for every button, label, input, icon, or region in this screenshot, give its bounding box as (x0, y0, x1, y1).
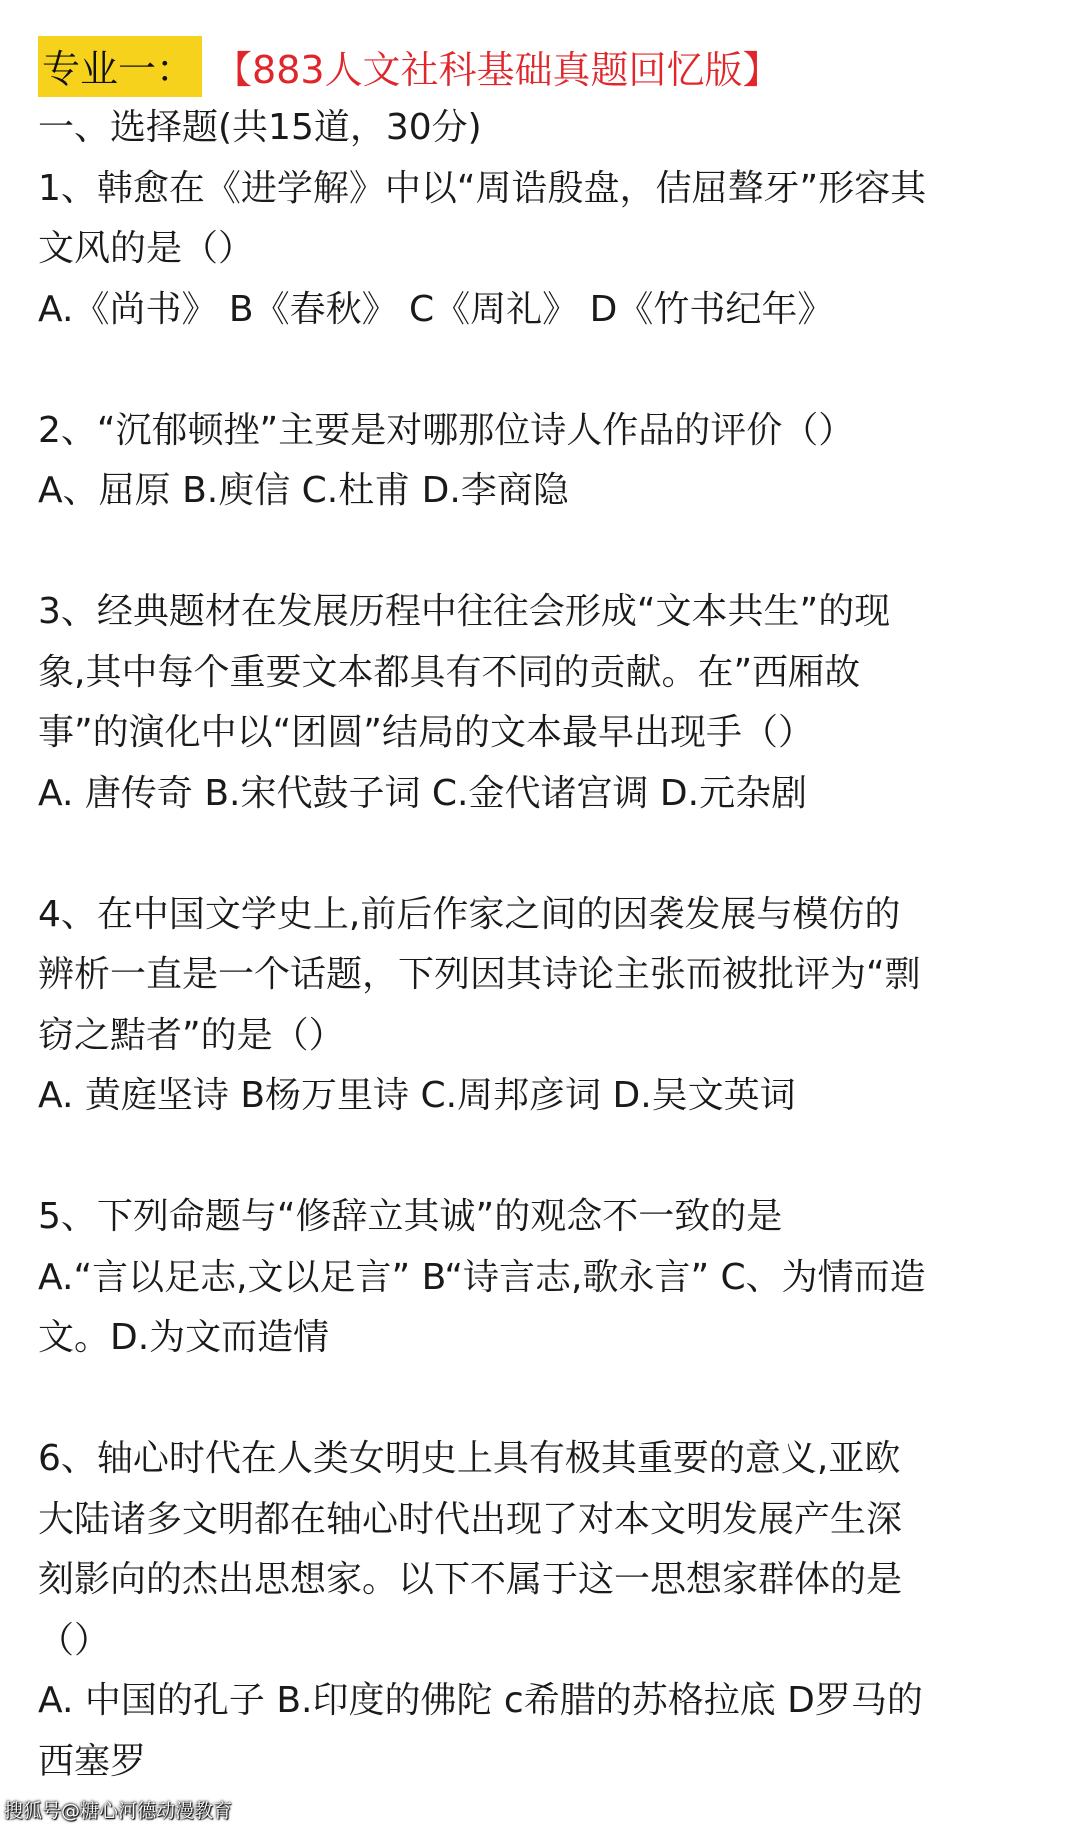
question-options: A. 黄庭坚诗 B杨万里诗 C.周邦彦词 D.吴文英词 (38, 1075, 796, 1116)
question-2 (38, 401, 1048, 522)
question-4 (38, 885, 1048, 1127)
spacer (38, 340, 1048, 401)
question-text: 窃之黠者”的是（） (38, 1014, 345, 1056)
question-1 (38, 159, 1048, 341)
question-text: 6、轴心时代在人类女明史上具有极其重要的意义,亚欧 (38, 1438, 901, 1479)
question-text: 5、下列命题与“修辞立其诚”的观念不一致的是 (38, 1196, 783, 1237)
header (38, 34, 1048, 98)
question-options: A. 中国的孔子 B.印度的佛陀 c希腊的苏格拉底 D罗马的 (38, 1680, 923, 1721)
question-text: 象,其中每个重要文本都具有不同的贡献。在”西厢故 (38, 651, 861, 693)
question-text: （） (38, 1619, 111, 1661)
question-options: A.《尚书》 B《春秋》 C《周礼》 D《竹书纪年》 (38, 288, 834, 330)
question-6 (38, 1429, 1048, 1792)
question-text: 文风的是（） (38, 228, 255, 269)
question-text: 2、“沉郁顿挫”主要是对哪那位诗人作品的评价（） (38, 409, 855, 451)
question-3 (38, 582, 1048, 824)
question-text: 3、经典题材在发展历程中往往会形成“文本共生”的现 (38, 591, 891, 632)
document-title: 【883人文社科基础真题回忆版】 (214, 47, 781, 92)
question-text: 辨析一直是一个话题，下列因其诗论主张而被批评为“剽 (38, 954, 921, 995)
spacer (38, 824, 1048, 885)
question-text: 4、在中国文学史上,前后作家之间的因袭发展与模仿的 (38, 893, 901, 935)
document (38, 34, 1048, 1792)
question-text: 大陆诸多文明都在轴心时代出现了对本文明发展产生深 (38, 1498, 903, 1540)
question-text: 事”的演化中以“团圆”结局的文本最早出现手（） (38, 712, 814, 753)
spacer (38, 1127, 1048, 1188)
watermark: 搜狐号@糖心河德动漫教育 (4, 1800, 233, 1822)
spacer (38, 522, 1048, 583)
question-options: A. 唐传奇 B.宋代鼓子词 C.金代诸宫调 D.元杂剧 (38, 772, 808, 814)
spacer (38, 1369, 1048, 1430)
section-heading: 一、选择题(共15道，30分) (38, 107, 482, 148)
question-text: 刻影向的杰出思想家。以下不属于这一思想家群体的是 (38, 1559, 903, 1600)
question-options: 西塞罗 (38, 1740, 147, 1782)
question-options: A、屈原 B.庾信 C.杜甫 D.李商隐 (38, 470, 569, 511)
question-5 (38, 1187, 1048, 1369)
question-options: 文。D.为文而造情 (38, 1317, 330, 1358)
question-options: A.“言以足志,文以足言” B“诗言志,歌永言” C、为情而造 (38, 1256, 926, 1298)
question-text: 1、韩愈在《进学解》中以“周诰殷盘，佶屈聱牙”形容其 (38, 167, 927, 209)
highlight-tag: 专业一： (38, 36, 202, 97)
